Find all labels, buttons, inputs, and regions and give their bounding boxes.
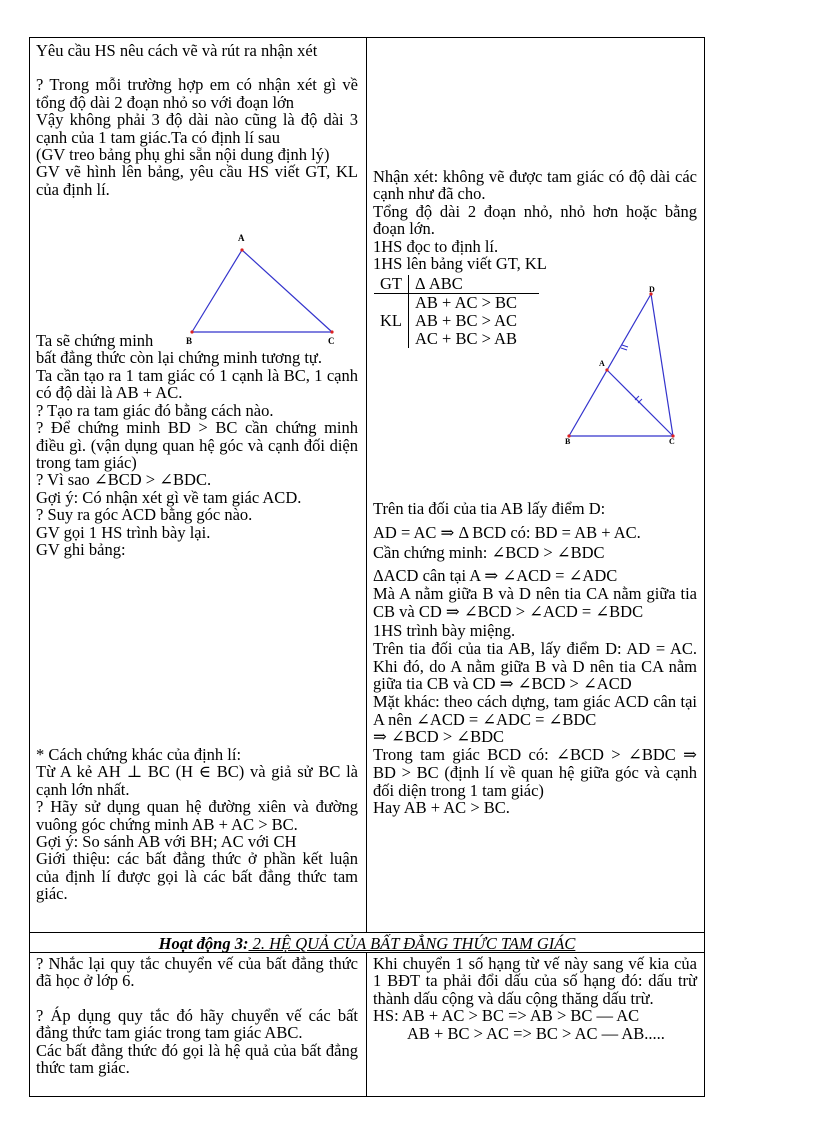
- fig2-label-c: C: [669, 437, 675, 446]
- gt-value: Δ ABC: [409, 275, 540, 294]
- left-line-5: GV vẽ hình lên bảng, yêu cầu HS viết GT, KL của định lí.: [36, 162, 358, 199]
- triangle-figure-2: [555, 282, 695, 452]
- right-line-13: ⇒ ∠BCD > ∠BDC: [373, 727, 505, 747]
- left-line-3: Vậy không phải 3 độ dài nào cũng là độ dài 3 cạnh của 1 tam giác.Ta có định lí sau: [36, 110, 358, 147]
- fig1-label-a: A: [238, 233, 245, 243]
- right-line-7: Cần chứng minh: ∠BCD > ∠BDC: [373, 543, 605, 563]
- left-column: [36, 42, 358, 198]
- bottom-left-line-1: ? Nhắc lại quy tắc chuyển vế của bất đẳng thức đã học ở lớp 6.: [36, 954, 358, 991]
- column-divider-bottom: [366, 952, 367, 1097]
- left-line-18: Gợi ý: So sánh AB với BH; AC với CH: [36, 832, 297, 852]
- column-divider-top: [366, 37, 367, 933]
- right-line-4: 1HS lên bảng viết GT, KL: [373, 254, 547, 274]
- left-line-1: Yêu cầu HS nêu cách vẽ và rút ra nhận xét: [36, 41, 318, 60]
- bottom-right-line-3: AB + BC > AC => BC > AC — AB.....: [407, 1023, 665, 1043]
- bottom-right-column: [373, 955, 697, 1042]
- activity-label: Hoạt động 3:: [158, 934, 249, 953]
- triangle-figure-1: [180, 228, 350, 348]
- gt-label: GT: [374, 275, 409, 294]
- right-line-11: Trên tia đối của tia AB, lấy điểm D: AD = AC. Khi đó, do A nằm giữa B và D nên tia CA nằm giữa tia CB và CD ⇒ ∠BCD > ∠ACD: [373, 638, 697, 694]
- fig2-label-d: D: [649, 285, 655, 294]
- activity-heading: 2. HỆ QUẢ CỦA BẤT ĐẲNG THỨC TAM GIÁC: [248, 934, 576, 953]
- right-column-top: [373, 168, 697, 272]
- kl-values: [409, 294, 540, 349]
- left-line-6b: bất đẳng thức còn lại chứng minh tương tự.: [36, 348, 322, 368]
- bottom-left-line-2: ? Áp dụng quy tắc đó hãy chuyển vế các bất đẳng thức tam giác trong tam giác ABC.: [36, 1005, 358, 1043]
- left-line-4: (GV treo bảng phụ ghi sẵn nội dung định lý): [36, 145, 330, 165]
- left-proof-guidance: [36, 367, 358, 558]
- kl-value-1: AB + AC > BC: [415, 293, 518, 312]
- right-line-15: Hay AB + AC > BC.: [373, 798, 510, 818]
- left-line-10: ? Vì sao ∠BCD > ∠BDC.: [36, 470, 212, 490]
- right-line-8: ΔACD cân tại A ⇒ ∠ACD = ∠ADC: [373, 566, 618, 586]
- kl-label: KL: [374, 294, 409, 349]
- fig1-label-c: C: [328, 336, 335, 346]
- right-line-9: Mà A nằm giữa B và D nên tia CA nằm giữa tia CB và CD ⇒ ∠BCD > ∠ACD = ∠BDC: [373, 583, 697, 621]
- left-line-11: Gợi ý: Có nhận xét gì về tam giác ACD.: [36, 487, 302, 507]
- right-line-12: Mặt khác: theo cách dựng, tam giác ACD cân tại A nên ∠ACD = ∠ADC = ∠BDC: [373, 692, 697, 729]
- left-line-6a: Ta sẽ chứng minh: [36, 331, 154, 350]
- bottom-left-column: [36, 955, 358, 1076]
- right-line-1: Nhận xét: không vẽ được tam giác có độ dài các cạnh như đã cho.: [373, 167, 697, 204]
- activity-3-title: [29, 934, 705, 954]
- right-line-5: Trên tia đối của tia AB lấy điểm D:: [373, 499, 606, 518]
- right-line-10: 1HS trình bày miệng.: [373, 621, 516, 641]
- right-line-2: Tổng độ dài 2 đoạn nhỏ, nhỏ hơn hoặc bằng đoạn lớn.: [373, 201, 697, 239]
- right-line-6: AD = AC ⇒ Δ BCD có: BD = AB + AC.: [373, 522, 641, 542]
- left-line-17: ? Hãy sử dụng quan hệ đường xiên và đường vuông góc chứng minh AB + AC > BC.: [36, 797, 358, 834]
- bottom-left-line-3: Các bất đẳng thức đó gọi là hệ quả của bất đẳng thức tam giác.: [36, 1040, 358, 1078]
- fig1-label-b: B: [186, 336, 193, 346]
- bottom-right-line-1: Khi chuyển 1 số hạng từ vế này sang vế kia của 1 BĐT ta phải đổi dấu của số hạng đó: dấu trừ thành dấu cộng và dấu cộng thăng dấu trừ.: [373, 954, 697, 1008]
- left-line-12: ? Suy ra góc ACD bằng góc nào.: [36, 505, 253, 525]
- fig2-label-a: A: [599, 359, 605, 368]
- kl-value-3: AC + BC > AB: [415, 329, 518, 348]
- fig2-label-b: B: [565, 437, 571, 446]
- left-line-15: * Cách chứng khác của định lí:: [36, 745, 242, 764]
- right-proof: [373, 500, 697, 817]
- gt-kl-table: [374, 275, 539, 348]
- left-line-9: ? Để chứng minh BD > BC cần chứng minh điều gì. (vận dụng quan hệ góc và cạnh đối diện trong tam giác): [36, 418, 358, 473]
- right-line-14: Trong tam giác BCD có: ∠BCD > ∠BDC ⇒ BD > BC (định lí về quan hệ giữa góc và cạnh đối diện trong 1 tam giác): [373, 745, 697, 800]
- left-line-2: ? Trong mỗi trường hợp em có nhận xét gì về tổng độ dài 2 đoạn nhỏ so với đoạn lớn: [36, 75, 358, 112]
- left-line-19: Giới thiệu: các bất đẳng thức ở phần kết luận của định lí được gọi là các bất đẳng thức tam giác.: [36, 849, 358, 904]
- left-line-14: GV ghi bảng:: [36, 540, 126, 560]
- left-alt-proof: [36, 746, 358, 903]
- left-line-7: Ta cần tạo ra 1 tam giác có 1 cạnh là BC, 1 cạnh có độ dài là AB + AC.: [36, 366, 358, 403]
- left-line-13: GV gọi 1 HS trình bày lại.: [36, 522, 211, 542]
- left-proof-intro: [36, 332, 358, 367]
- activity-row-top: [29, 932, 705, 933]
- right-line-3: 1HS đọc to định lí.: [373, 236, 499, 256]
- kl-value-2: AB + BC > AC: [415, 311, 518, 330]
- left-line-16: Từ A kẻ AH ⊥ BC (H ∈ BC) và giả sử BC là cạnh lớn nhất.: [36, 762, 358, 799]
- left-line-8: ? Tạo ra tam giác đó bằng cách nào.: [36, 400, 274, 420]
- bottom-right-line-2: HS: AB + AC > BC => AB > BC — AC: [373, 1006, 640, 1026]
